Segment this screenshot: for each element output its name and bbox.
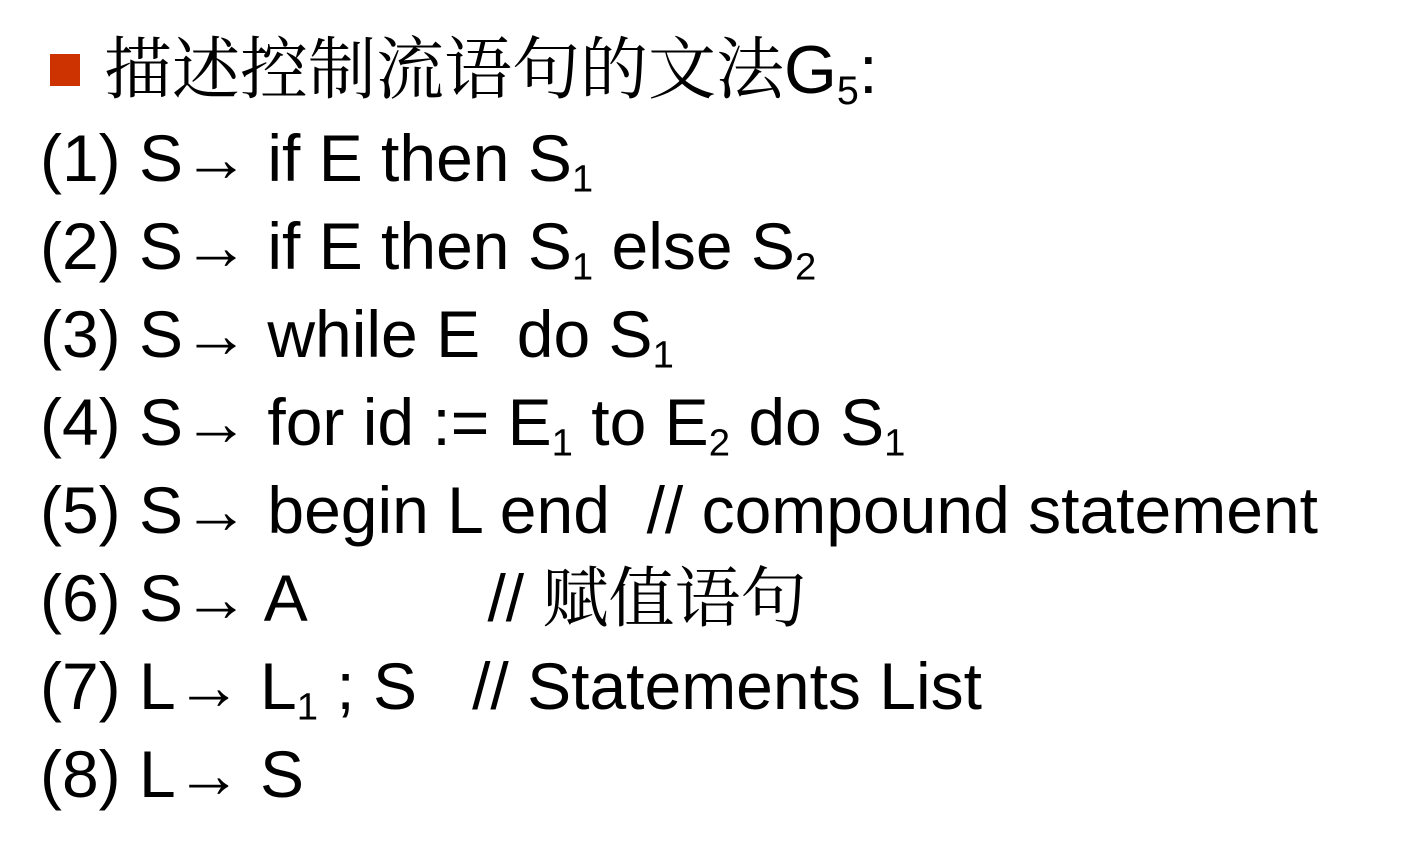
grammar-productions-list [40, 114, 1318, 818]
production-text: (4) S→ for id := E [40, 385, 552, 459]
production-line [40, 554, 1318, 642]
subscript: 2 [794, 245, 817, 289]
title-colon: : [858, 32, 878, 108]
production-text: (5) S→ begin L end // compound statement [40, 473, 1318, 547]
production-text: (3) S→ while E do S [40, 297, 653, 371]
production-text: (6) S→ A // 赋值语句 [40, 561, 807, 635]
production-text: to E [572, 385, 709, 459]
grammar-symbol: G [784, 32, 837, 108]
subscript: 1 [884, 421, 906, 465]
production-text: (1) S→ if E then S [40, 121, 572, 195]
title-cjk-text: 描述控制流语句的文法 [104, 32, 785, 108]
subscript: 1 [652, 333, 674, 377]
subscript: 1 [571, 157, 594, 201]
production-line [40, 202, 1318, 290]
square-bullet-icon [50, 54, 80, 86]
production-text: ; S // Statements List [318, 649, 982, 723]
production-line [40, 290, 1318, 378]
production-text: do S [730, 385, 885, 459]
production-line [40, 730, 1318, 818]
production-line [40, 642, 1318, 730]
grammar-subscript: 5 [836, 69, 859, 114]
production-line [40, 466, 1318, 554]
production-text: (7) L→ L [40, 649, 297, 723]
subscript: 1 [571, 245, 594, 289]
production-text: (2) S→ if E then S [40, 209, 572, 283]
production-text: (8) L→ S [40, 737, 305, 811]
production-line [40, 114, 1318, 202]
production-line [40, 378, 1318, 466]
subscript: 1 [551, 421, 573, 465]
subscript: 2 [708, 421, 731, 465]
production-text: else S [593, 209, 795, 283]
subscript: 1 [296, 685, 319, 729]
